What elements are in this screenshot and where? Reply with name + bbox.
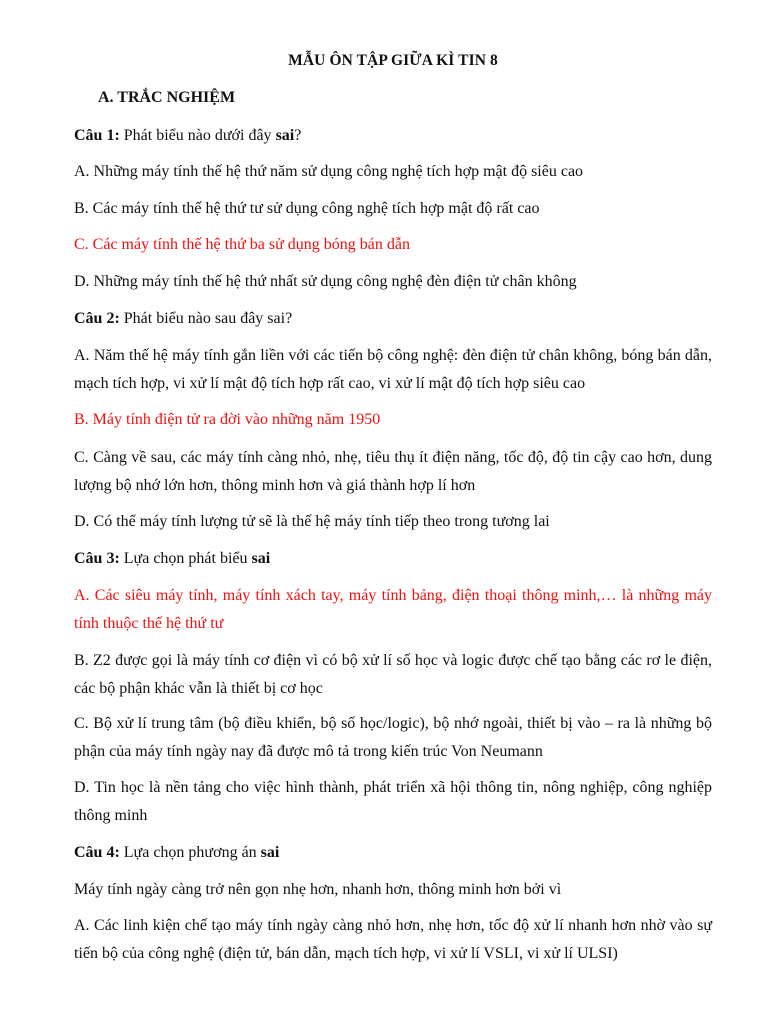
question-1-option-b: B. Các máy tính thế hệ thứ tư sử dụng công nghệ tích hợp mật độ rất cao	[74, 200, 540, 217]
question-4-text: Lựa chọn phương án	[119, 844, 261, 861]
question-4-emphasis: sai	[260, 844, 280, 861]
question-4-prompt	[74, 839, 712, 867]
question-3-option-d: D. Tin học là nền tảng cho việc hình thành, phát triển xã hội thông tin, nông nghiệp, công nghiệp thông minh	[74, 779, 712, 824]
question-4-label: Câu 4:	[74, 844, 120, 861]
question-2-option-c: C. Càng về sau, các máy tính càng nhỏ, nhẹ, tiêu thụ ít điện năng, tốc độ, độ tin cậy cao hơn, dung lượng bộ nhớ lớn hơn, thông minh hơn và giá thành hợp lí hơn	[74, 449, 712, 494]
section-heading-multiple-choice: A. TRẮC NGHIỆM	[98, 89, 236, 106]
question-1-option-c-answer: C. Các máy tính thế hệ thứ ba sử dụng bóng bán dẫn	[74, 236, 410, 253]
question-4-option-a: A. Các linh kiện chế tạo máy tính ngày càng nhỏ hơn, nhẹ hơn, tốc độ xử lí nhanh hơn nhờ vào sự tiến bộ của công nghệ (điện tử, bán dẫn, mạch tích hợp, vi xử lí VSLI, vi xử lí ULSI)	[74, 917, 712, 962]
question-3-label: Câu 3:	[74, 550, 120, 567]
question-2-prompt	[74, 305, 712, 333]
question-2-option-a: A. Năm thế hệ máy tính gắn liền với các tiến bộ công nghệ: đèn điện tử chân không, bóng bán dẫn, mạch tích hợp, vi xử lí mật độ tích hợp rất cao, vi xử lí mật độ tích hợp siêu cao	[74, 347, 712, 392]
question-4-stem: Máy tính ngày càng trở nên gọn nhẹ hơn, nhanh hơn, thông minh hơn bởi vì	[74, 881, 562, 898]
question-2-label: Câu 2:	[74, 310, 120, 327]
question-1-prompt	[74, 122, 712, 150]
question-3-option-b: B. Z2 được gọi là máy tính cơ điện vì có bộ xử lí số học và logic được chế tạo bằng các rơ le điện, các bộ phận khác vẫn là thiết bị cơ học	[74, 652, 712, 697]
document-title: MẪU ÔN TẬP GIỮA KÌ TIN 8	[288, 52, 498, 69]
question-3-text: Lựa chọn phát biểu	[119, 550, 252, 567]
question-2-text: Phát biểu nào sau đây sai?	[119, 310, 293, 327]
question-1-option-a: A. Những máy tính thế hệ thứ năm sử dụng công nghệ tích hợp mật độ siêu cao	[74, 163, 584, 180]
question-3-option-c: C. Bộ xử lí trung tâm (bộ điều khiển, bộ số học/logic), bộ nhớ ngoài, thiết bị vào – ra là những bộ phận của máy tính ngày nay đã được mô tả trong kiến trúc Von Neumann	[74, 715, 712, 760]
question-3-emphasis: sai	[251, 550, 271, 567]
question-2-option-d: D. Có thể máy tính lượng tử sẽ là thế hệ máy tính tiếp theo trong tương lai	[74, 513, 550, 530]
question-3-prompt	[74, 545, 712, 573]
question-1-punct: ?	[294, 127, 302, 144]
question-1-option-d: D. Những máy tính thế hệ thứ nhất sử dụng công nghệ đèn điện tử chân không	[74, 273, 577, 290]
question-1-label: Câu 1:	[74, 127, 120, 144]
question-3-option-a-answer: A. Các siêu máy tính, máy tính xách tay, máy tính bảng, điện thoại thông minh,… là những máy tính thuộc thế hệ thứ tư	[74, 587, 712, 632]
question-1-text: Phát biểu nào dưới đây	[119, 127, 276, 144]
question-2-option-b-answer: B. Máy tính điện tử ra đời vào những năm 1950	[74, 411, 381, 428]
question-1-emphasis: sai	[275, 127, 295, 144]
